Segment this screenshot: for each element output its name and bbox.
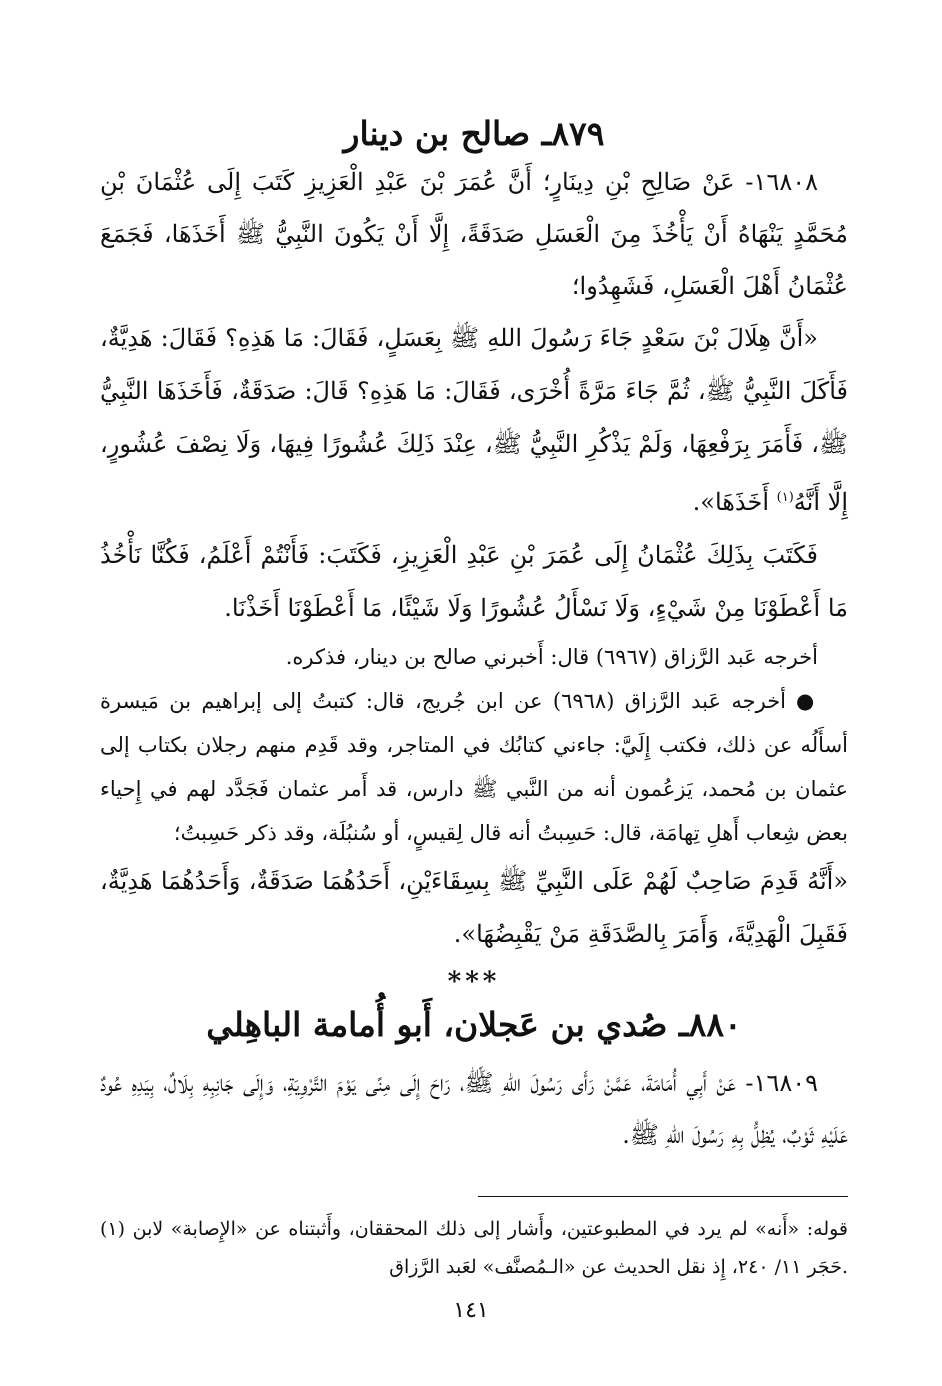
hadith-16808-quote: [100, 312, 848, 529]
takhrij-6968-text: أخرجه عَبد الرَّزاق (٦٩٦٨) عن ابن جُريج، قال: كتبتُ إلى إبراهيم بن مَيسرة أسأَلُه عن ذلك، فكتب إِلَيَّ: جاءني كتابُك في المتاجر، وقد قَدِم منهم رجلان بكتاب إلى عثمان بن مُحمد، يَزعُمون أنه من النَّبي ﷺ دارس، قد أَمر عثمان فَجَدَّد لهم في إِحياء بعض شِعاب أَهلِ تِهامَة، قال: حَسِبتُ أنه قال لِقيسٍ، أو سُنبُلَة، وقد ذكر حَسِبتُ؛: [100, 689, 848, 845]
quote-text: «أَنَّ هِلَالَ بْنَ سَعْدٍ جَاءَ رَسُولَ اللهِ ﷺ بِعَسَلٍ، فَقَالَ: مَا هَذِهِ؟ فَقَالَ: هَدِيَّةٌ، فَأَكَلَ النَّبِيُّ ﷺ، ثُمَّ جَاءَ مَرَّةً أُخْرَى، فَقَالَ: مَا هَذِهِ؟ قَالَ: صَدَقَةٌ، فَأَخَذَهَا النَّبِيُّ ﷺ، فَأَمَرَ بِرَفْعِهَا، وَلَمْ يَذْكُرِ النَّبِيُّ ﷺ، عِنْدَ ذَلِكَ عُشُورًا فِيهَا، وَلَا نِصْفَ عُشُورٍ، إِلَّا أَنَّهُ: [100, 324, 849, 516]
hadith-16809: ١٦٨٠٩- عَنْ أَبِي أُمَامَةَ، عَمَّنْ رَأَى رَسُولَ اللهِ ﷺ، رَاحَ إِلَى مِنًى يَوْمَ التَّرْوِيَةِ، وَإِلَى جَانِبِهِ بِلَالٌ، بِيَدِهِ عُودٌ عَلَيْهِ ثَوْبٌ، يُظِلُّ بِهِ رَسُولَ اللهِ ﷺ.: [100, 1069, 848, 1149]
takhrij-6968: [100, 679, 848, 855]
entry-title-879: ٨٧٩ـ صالح بن دينار: [343, 114, 605, 153]
entry-title-880: ٨٨٠ـ صُدي بن عَجلان، أَبو أُمامة الباهِلي: [206, 1005, 742, 1044]
footnote-marker: (١): [776, 490, 794, 505]
page-number: ١٤١: [453, 1298, 489, 1323]
section-separator: ***: [447, 967, 501, 997]
hadith-16808-reply: فَكَتَبَ بِذَلِكَ عُثْمَانُ إِلَى عُمَرَ بْنِ عَبْدِ الْعَزِيزِ، فَكَتَبَ: فَأَنْتُمْ أَعْلَمُ، فَكُنَّا نَأْخُذُ مَا أَعْطَوْنَا مِنْ شَيْءٍ، وَلَا نَسْأَلُ عُشُورًا وَلَا شَيْئًا، مَا أَعْطَوْنَا أَخَذْنَا.: [100, 541, 848, 622]
footnote: (١) قوله: «أَنه» لم يرد في المطبوعتين، وأَشار إلى ذلك المحققان، وأَثبتناه عن «الإِصابة» لابن حَجَر ١١/ ٢٤٠، إِذ نقل الحديث عن «الـمُصنَّف» لعَبد الرَّزاق.: [100, 1218, 849, 1278]
hadith-quote-two-skins: «أَنَّهُ قَدِمَ صَاحِبٌ لَهُمْ عَلَى النَّبِيِّ ﷺ بِسِقَاءَيْنِ، أَحَدُهُمَا صَدَقَةٌ، وَأَحَدُهُمَا هَدِيَّةٌ، فَقَبِلَ الْهَدِيَّةَ، وَأَمَرَ بِالصَّدَقَةِ مَنْ يَقْبِضُهَا».: [100, 867, 848, 948]
hadith-16808: ١٦٨٠٨- عَنْ صَالِحِ بْنِ دِينَارٍ؛ أَنَّ عُمَرَ بْنَ عَبْدِ الْعَزِيزِ كَتَبَ إِلَى عُثْمَانَ بْنِ مُحَمَّدٍ يَنْهَاهُ أَنْ يَأْخُذَ مِنَ الْعَسَلِ صَدَقَةً، إِلَّا أَنْ يَكُونَ النَّبِيُّ ﷺ أَخَذَهَا، فَجَمَعَ عُثْمَانُ أَهْلَ الْعَسَلِ، فَشَهِدُوا؛: [100, 168, 848, 300]
footnote-divider: [478, 1196, 848, 1197]
takhrij-6967: أخرجه عَبد الرَّزاق (٦٩٦٧) قال: أَخبرني صالح بن دينار، فذكره.: [285, 645, 818, 669]
quote-text-end: أَخَذَهَا».: [692, 488, 777, 516]
bullet-icon: ●: [796, 688, 818, 713]
